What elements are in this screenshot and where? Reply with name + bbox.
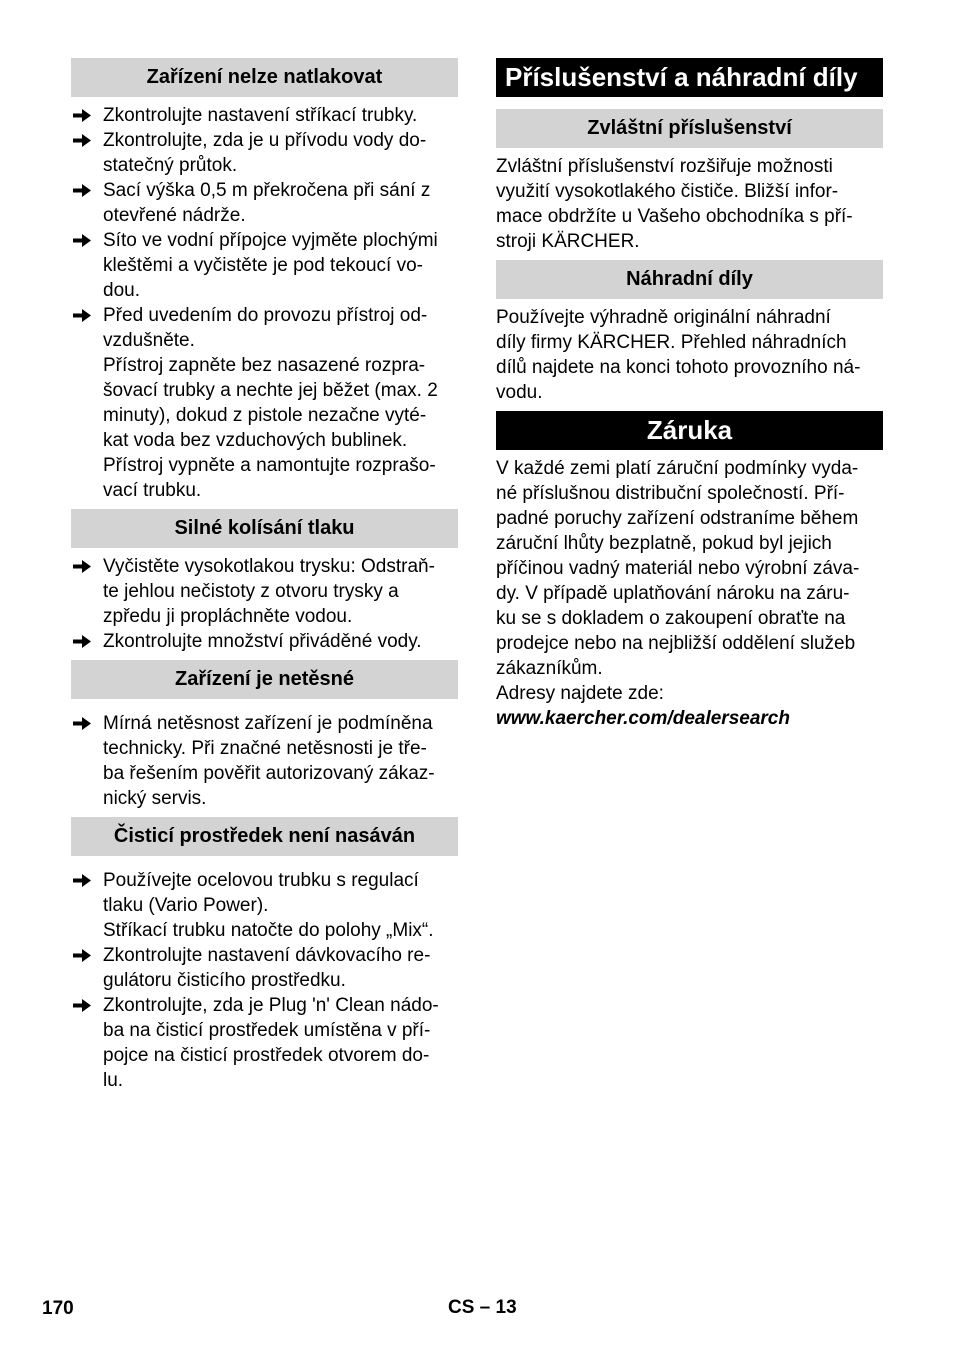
list-item-line: kleštěmi a vyčistěte je pod tekoucí vo- xyxy=(103,255,423,276)
text-line: využití vysokotlakého čističe. Bližší infor- xyxy=(496,181,839,202)
text-warranty xyxy=(496,456,883,706)
text-line: díly firmy KÄRCHER. Přehled náhradních xyxy=(496,332,847,353)
arrow-right-icon xyxy=(73,716,91,731)
list-detergent-first xyxy=(71,868,458,918)
list-item-line: Síto ve vodní přípojce vyjměte plochými xyxy=(103,230,438,251)
list-item-line: ba na čisticí prostředek umístěna v pří- xyxy=(103,1020,431,1041)
text-line: dy. V případě uplatňování nároku na záru- xyxy=(496,583,850,604)
text-line: Zvláštní příslušenství rozšiřuje možnosti xyxy=(496,156,833,177)
list-item-line: statečný průtok. xyxy=(103,155,238,176)
list-item-line: technicky. Při značné netěsnosti je tře- xyxy=(103,738,427,759)
list-item-line: zpředu ji propláchněte vodou. xyxy=(103,606,353,627)
heading-leak: Zařízení je netěsné xyxy=(71,660,458,699)
list-item-line: dou. xyxy=(103,280,140,301)
text-line: prodejce nebo na nejbližší oddělení služeb xyxy=(496,633,856,654)
heading-spare-parts: Náhradní díly xyxy=(496,260,883,299)
text-line: zákazníkům. xyxy=(496,658,603,679)
text-line: Adresy najdete zde: xyxy=(496,683,664,704)
text-line: vací trubku. xyxy=(103,480,202,501)
text-line: příčinou vadný materiál nebo výrobní záva- xyxy=(496,558,860,579)
list-item xyxy=(71,993,458,1093)
list-item-line: te jehlou nečistoty z otvoru trysky a xyxy=(103,581,399,602)
list-item-line: tlaku (Vario Power). xyxy=(103,895,269,916)
list-item-line: Zkontrolujte nastavení dávkovacího re- xyxy=(103,945,431,966)
text-line: né příslušnou distribuční společností. Pří- xyxy=(496,483,845,504)
list-item-line: otevřené nádrže. xyxy=(103,205,246,226)
list-item-line: ba řešením pověřit autorizovaný zákaz- xyxy=(103,763,435,784)
text-line: minuty), dokud z pistole nezačne vyté- xyxy=(103,405,427,426)
heading-accessories: Příslušenství a náhradní díly xyxy=(496,58,883,97)
arrow-right-icon xyxy=(73,634,91,649)
arrow-right-icon xyxy=(73,108,91,123)
text-line: V každé zemi platí záruční podmínky vyda- xyxy=(496,458,859,479)
list-item-line: Zkontrolujte, zda je Plug 'n' Clean nádo- xyxy=(103,995,439,1016)
text-line: padné poruchy zařízení odstraníme během xyxy=(496,508,859,529)
heading-special-accessories: Zvláštní příslušenství xyxy=(496,109,883,148)
text-line: ku se s dokladem o zakoupení obraťte na xyxy=(496,608,846,629)
list-item-line: Používejte ocelovou trubku s regulací xyxy=(103,870,419,891)
text-line: mace obdržíte u Vašeho obchodníka s pří- xyxy=(496,206,853,227)
heading-pressure-fluctuation: Silné kolísání tlaku xyxy=(71,509,458,548)
text-line: Přístroj zapněte bez nasazené rozpra- xyxy=(103,355,426,376)
text-line: šovací trubky a nechte jej běžet (max. 2 xyxy=(103,380,438,401)
list-item-line: Sací výška 0,5 m překročena při sání z xyxy=(103,180,431,201)
dealer-search-link[interactable]: www.kaercher.com/dealersearch xyxy=(496,708,790,729)
text-special-accessories xyxy=(496,154,883,254)
list-item-line: Zkontrolujte nastavení stříkací trubky. xyxy=(103,105,418,126)
list-pressure-fluctuation xyxy=(71,554,458,654)
text-line: Stříkací trubku natočte do polohy „Mix“. xyxy=(103,920,434,941)
text-line: dílů najdete na konci tohoto provozního ná- xyxy=(496,357,861,378)
heading-warranty: Záruka xyxy=(496,411,883,450)
list-item xyxy=(71,711,458,811)
list-item xyxy=(71,228,458,303)
list-item xyxy=(71,128,458,178)
list-item-line: lu. xyxy=(103,1070,124,1091)
text-pressure-fault-continued xyxy=(71,353,458,503)
page-number: 170 xyxy=(42,1298,74,1319)
text-line: Přístroj vypněte a namontujte rozprašo- xyxy=(103,455,436,476)
text-detergent-continued xyxy=(71,918,458,943)
list-item xyxy=(71,554,458,629)
heading-pressure-fault: Zařízení nelze natlakovat xyxy=(71,58,458,97)
arrow-right-icon xyxy=(73,308,91,323)
list-item-line: Před uvedením do provozu přístroj od- xyxy=(103,305,428,326)
list-item-line: Vyčistěte vysokotlakou trysku: Odstraň- xyxy=(103,556,435,577)
list-item-line: nický servis. xyxy=(103,788,207,809)
list-item xyxy=(71,178,458,228)
arrow-right-icon xyxy=(73,183,91,198)
list-item-line: Zkontrolujte, zda je u přívodu vody do- xyxy=(103,130,427,151)
list-item-line: gulátoru čisticího prostředku. xyxy=(103,970,346,991)
list-item xyxy=(71,303,458,353)
section-label: CS – 13 xyxy=(448,1297,517,1318)
list-item xyxy=(71,629,458,654)
list-item xyxy=(71,943,458,993)
list-item-line: pojce na čisticí prostředek otvorem do- xyxy=(103,1045,430,1066)
arrow-right-icon xyxy=(73,233,91,248)
text-line: vodu. xyxy=(496,382,543,403)
list-item-line: vzdušněte. xyxy=(103,330,195,351)
left-column xyxy=(71,58,458,1093)
list-item-line: Mírná netěsnost zařízení je podmíněna xyxy=(103,713,433,734)
arrow-right-icon xyxy=(73,559,91,574)
text-line: záruční lhůty bezplatně, pokud byl jejich xyxy=(496,533,832,554)
arrow-right-icon xyxy=(73,873,91,888)
arrow-right-icon xyxy=(73,948,91,963)
text-line: Používejte výhradně originální náhradní xyxy=(496,307,831,328)
list-item xyxy=(71,103,458,128)
text-spare-parts xyxy=(496,305,883,405)
list-item xyxy=(71,868,458,918)
list-detergent xyxy=(71,943,458,1093)
text-line: kat voda bez vzduchových bublinek. xyxy=(103,430,408,451)
heading-detergent: Čisticí prostředek není nasáván xyxy=(71,817,458,856)
list-pressure-fault xyxy=(71,103,458,353)
arrow-right-icon xyxy=(73,133,91,148)
list-leak xyxy=(71,711,458,811)
list-item-line: Zkontrolujte množství přiváděné vody. xyxy=(103,631,422,652)
right-column xyxy=(496,58,883,731)
arrow-right-icon xyxy=(73,998,91,1013)
text-line: stroji KÄRCHER. xyxy=(496,231,640,252)
